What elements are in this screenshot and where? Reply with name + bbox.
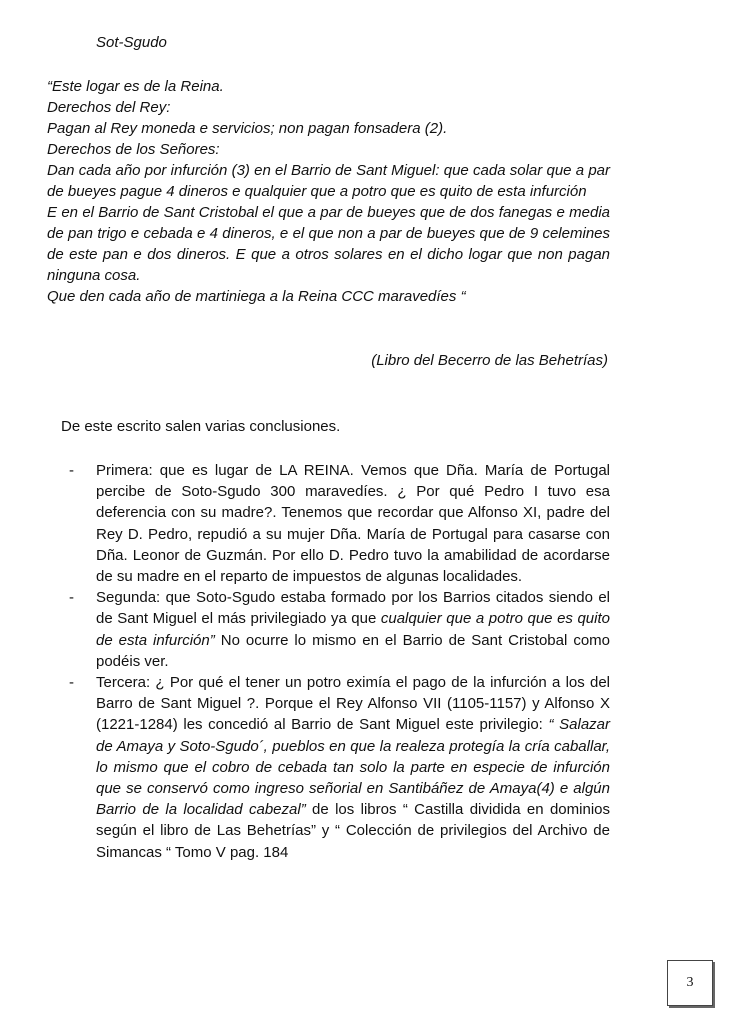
intro-paragraph: De este escrito salen varias conclusiones. [61,418,341,435]
list-item-quote: “ Salazar de Amaya y Soto-Sgudo´, pueblos en que la realeza protegía la cría caballar, lo mismo que el cobro de cebada tan solo la parte en especie de infurción que se conservó como ingreso señorial en Santibáñez de Amaya(4) e algún Barrio de la localidad cabezal” [96,716,610,819]
quote-line: “Este logar es de la Reina. [47,78,224,95]
page-number-box [667,960,713,1006]
list-item-text: No ocurre lo mismo en el Barrio de Sant Cristobal como podéis ver. [96,631,610,670]
list-item [61,460,610,587]
list-item-text: Segunda: que Soto-Sgudo estaba formado por los Barrios citados siendo el de Sant Miguel el más privilegiado ya que [96,589,610,628]
list-item-text: Tercera: ¿ Por qué el tener un potro eximía el pago de la infurción a los del Barro de Sant Miguel ?. Porque el Rey Alfonso VII (1105-1157) y Alfonso X (1221-1284) les concedió al Barrio de Sant Miguel este privilegio: [96,674,610,734]
quote-line: Que den cada año de martiniega a la Reina CCC maravedíes “ [47,288,466,305]
list-item-text: Primera: que es lugar de LA REINA. Vemos que Dña. María de Portugal percibe de Soto-Sgudo 300 maravedíes. ¿ Por qué Pedro I tuvo esa deferencia con su madre?. Tenemos que recordar que Alfonso XI, padre del Rey D. Pedro, repudió a su mujer Dña. María de Portugal para casarse con Dña. Leonor de Guzmán. Por ello D. Pedro tuvo la amabilidad de acordarse de su madre en el reparto de impuestos de algunas localidades. [96,462,610,586]
list-item [61,587,610,672]
list-item [61,672,610,863]
list-dash: - [69,462,74,479]
conclusions-list [61,460,610,863]
list-item-text: de los libros “ Castilla dividida en dominios según el libro de Las Behetrías” y “ Colección de privilegios del Archivo de Simancas “ Tomo V pag. 184 [96,801,610,861]
quote-source: (Libro del Becerro de las Behetrías) [371,352,608,369]
page-number: 3 [686,975,694,990]
quote-line: Derechos del Rey: [47,99,171,116]
quote-line: Derechos de los Señores: [47,141,220,158]
quote-line: Pagan al Rey moneda e servicios; non pagan fonsadera (2). [47,120,448,137]
historical-quote [47,76,610,307]
list-item-quote: cualquier que a potro que es quito de esta infurción” [96,610,610,649]
quote-line: Dan cada año por infurción (3) en el Barrio de Sant Miguel: que cada solar que a par de bueyes pague 4 dineros e qualquier que a potro que es quito de esta infurción [47,162,610,200]
section-heading: Sot-Sgudo [96,34,167,51]
list-dash: - [69,589,74,607]
quote-line: E en el Barrio de Sant Cristobal el que a par de bueyes que de dos fanegas e media de pan trigo e cebada e 4 dineros, e el que non a par de bueyes que de 9 celemines de este pan e dos dineros. E que a otros solares en el dicho logar que non pagan ninguna cosa. [47,204,610,284]
list-dash: - [69,674,74,692]
